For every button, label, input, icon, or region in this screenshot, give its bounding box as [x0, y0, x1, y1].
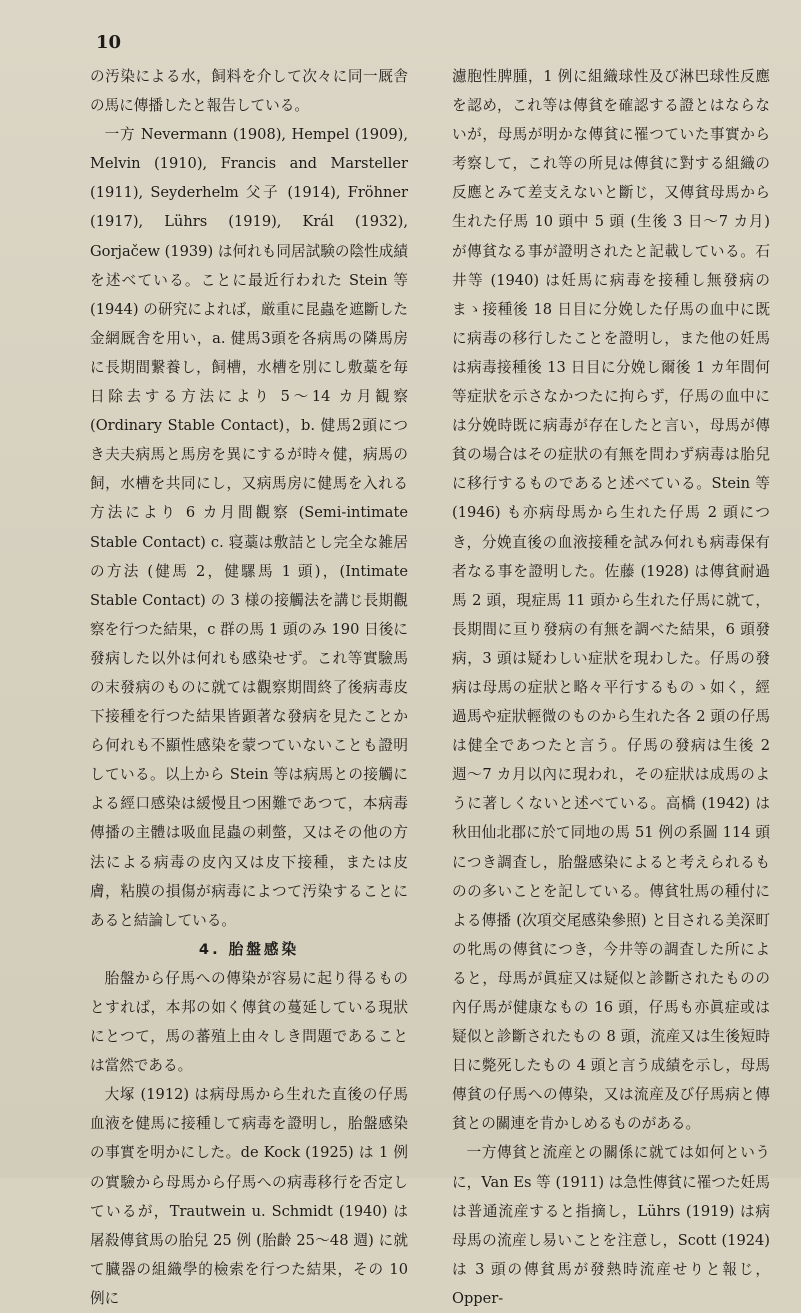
paragraph-contact-infection-end: の汚染による水，飼料を介して次々に同一厩舎の馬に傳播したと報告している。	[90, 68, 408, 115]
left-column	[90, 62, 408, 1313]
section-heading-placental-infection: 4. 胎盤感染	[198, 940, 300, 958]
right-column	[452, 62, 770, 1313]
page-number: 10	[96, 32, 122, 53]
paragraph-placental-evidence: 濾胞性脾腫，1 例に組織球性及び淋巴球性反應を認め，これ等は傳貧を確認する證とはならないが，母馬が明かな傳貧に罹つていた事實から考察して，これ等の所見は傳貧に對する組織の反應とみて差支えないと斷じ，又傳貧母馬から生れた仔馬 10 頭中 5 頭 (生後 3 日〜7 カ月) が傳貧なる事が證明されたと記載している。石井等 (1940) は妊馬に病毒を接種し無發病のまゝ接種後 18 日目に分娩した仔馬の血中に既に病毒の移行したことを證明し，また他の妊馬は病毒接種後 13 日目に分娩し爾後 1 カ年間何等症狀を示さなかつたに拘らず，仔馬の血中には分娩時既に病毒が存在したと言い，母馬が傳貧の場合はその症狀の有無を問わず病毒は胎兒に移行するものであると述べている。Stein 等 (1946) も亦病母馬から生れた仔馬 2 頭につき，分娩直後の血液接種を試み何れも病毒保有者なる事を證明した。佐藤 (1928) は傳貧耐過馬 2 頭，現症馬 11 頭から生れた仔馬に就て，長期間に亘り發病の有無を調べた結果，6 頭發病，3 頭は疑わしい症狀を現わした。仔馬の發病は母馬の症狀と略々平行するものゝ如く，經過馬や症狀輕微のものから生れた各 2 頭の仔馬は健全であつたと言う。仔馬の發病は生後 2 週〜7 カ月以內に現われ，その症狀は成馬のように著しくないと述べている。高橋 (1942) は秋田仙北郡に於て同地の馬 51 例の系圖 114 頭につき調査し，胎盤感染によると考えられるものの多いことを記している。傳貧牡馬の種付による傳播 (次項交尾感染參照) と目される美深町の牝馬の傳貧につき，今井等の調査した所によると，母馬が眞症又は疑似と診斷されたものの內仔馬が健康なもの 16 頭，仔馬も亦眞症或は疑似と診斷されたもの 8 頭，流産又は生後短時日に斃死したもの 4 頭と言う成績を示し，母馬傳貧の仔馬への傳染，又は流産及び仔馬病と傳貧との關連を肯かしめるものがある。	[452, 68, 770, 1133]
paragraph-cohabitation-experiments: 一方 Nevermann (1908), Hempel (1909), Melvin (1910), Francis and Marsteller (1911), Seyderhelm 父子 (1914), Fröhner (1917), Lührs (1919), Král (1932), Gorjačew (1939) は何れも同居試験の陰性成績を述べている。ことに最近行われた Stein 等 (1944) の研究によれば，厳重に昆蟲を遮斷した金網厩舎を用い，a. 健馬3頭を各病馬の隣馬房に長期間繋養し，飼槽，水槽を別にし敷藁を毎日除去する方法により 5〜14 カ月観察 (Ordinary Stable Contact)，b. 健馬2頭につき夫夫病馬と馬房を異にするが時々健，病馬の飼，水槽を共同にし，又病馬房に健馬を入れる方法により 6 カ月間觀察 (Semi-intimate Stable Contact) c. 寝藁は敷詰とし完全な雑居の方法 (健馬 2，健騾馬 1 頭)，(Intimate Stable Contact) の 3 様の接觸法を講じ長期觀察を行つた結果，c 群の馬 1 頭のみ 190 日後に發病した以外は何れも感染せず。これ等實驗馬の末發病のものに就ては觀察期間終了後病毒皮下接種を行つた結果皆顕著な發病を見たことから何れも不顯性感染を蒙つていないことも證明している。以上から Stein 等は病馬との接觸による經口感染は緩慢且つ困難であつて，本病毒傳播の主體は吸血昆蟲の刺螫，又はその他の方法による病毒の皮內又は皮下接種，または皮膚，粘膜の損傷が病毒によつて汚染することにあると結論している。	[90, 126, 408, 929]
paragraph-placental-intro: 胎盤から仔馬への傳染が容易に起り得るものとすれば，本邦の如く傳貧の蔓延している現狀にとつて，馬の蕃殖上由々しき問題であることは當然である。	[90, 969, 408, 1075]
paragraph-placental-studies: 大塚 (1912) は病母馬から生れた直後の仔馬血液を健馬に接種して病毒を證明し，胎盤感染の事實を明かにした。de Kock (1925) は 1 例の實驗から母馬から仔馬への病毒移行を否定しているが，Trautwein u. Schmidt (1940) は屠殺傳貧馬の胎兒 25 例 (胎齡 25〜48 週) に就て臓器の組織學的檢索を行つた結果，その 10 例に	[90, 1086, 408, 1307]
paragraph-abortion-relation: 一方傳貧と流産との關係に就ては如何という に，Van Es 等 (1911) は急性傳貧に罹つた妊馬は普通流産すると指摘し，Lührs (1919) は病母馬の流産し易いことを注意し，Scott (1924) は 3 頭の傳貧馬が發熱時流産せりと報じ，Opper-	[452, 1144, 770, 1307]
